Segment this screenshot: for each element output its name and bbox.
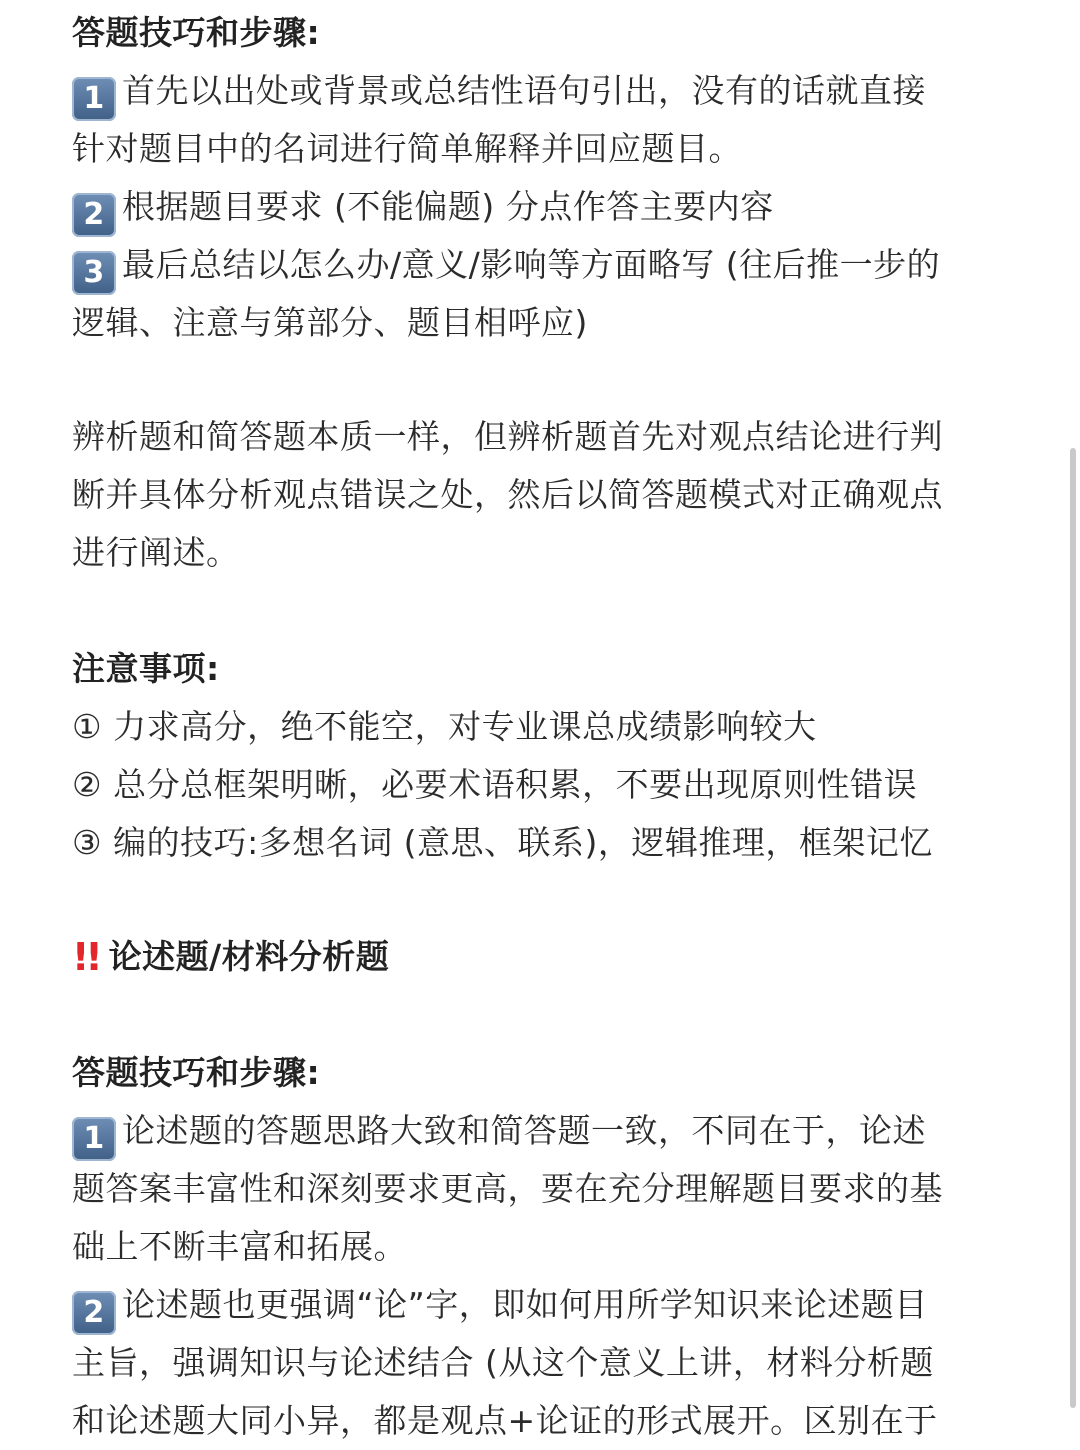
step-text: 题答案丰富性和深刻要求更高，要在充分理解题目要求的基 bbox=[72, 1169, 943, 1208]
keycap-two-icon: 2 bbox=[72, 1291, 116, 1335]
step-text: 根据题目要求 (不能偏题) 分点作答主要内容 bbox=[122, 187, 774, 226]
step-item bbox=[72, 178, 774, 236]
note-item: ③ 编的技巧:多想名词 (意思、联系)，逻辑推理，框架记忆 bbox=[72, 823, 933, 862]
section-title-text: 论述题/材料分析题 bbox=[108, 937, 390, 976]
notes-heading: 注意事项: bbox=[72, 649, 220, 688]
step-text: 针对题目中的名词进行简单解释并回应题目。 bbox=[72, 129, 742, 168]
step-item bbox=[72, 1102, 926, 1160]
keycap-three-icon: 3 bbox=[72, 251, 116, 295]
section-title bbox=[72, 928, 389, 986]
step-text: 最后总结以怎么办/意义/影响等方面略写 (往后推一步的 bbox=[122, 245, 941, 284]
vertical-scrollbar[interactable] bbox=[1070, 448, 1076, 1408]
step-text: 础上不断丰富和拓展。 bbox=[72, 1227, 407, 1266]
paragraph-line: 进行阐述。 bbox=[72, 533, 240, 572]
step-item bbox=[72, 1276, 928, 1334]
note-item: ① 力求高分，绝不能空，对专业课总成绩影响较大 bbox=[72, 707, 817, 746]
section-heading: 答题技巧和步骤: bbox=[72, 1053, 321, 1092]
step-text: 逻辑、注意与第部分、题目相呼应) bbox=[72, 303, 588, 342]
step-text: 首先以出处或背景或总结性语句引出，没有的话就直接 bbox=[122, 71, 926, 110]
step-text: 主旨，强调知识与论述结合 (从这个意义上讲，材料分析题 bbox=[72, 1343, 934, 1382]
paragraph-line: 断并具体分析观点错误之处，然后以简答题模式对正确观点 bbox=[72, 475, 943, 514]
step-item bbox=[72, 62, 926, 120]
keycap-one-icon: 1 bbox=[72, 77, 116, 121]
double-exclamation-icon: !! bbox=[72, 935, 99, 979]
paragraph-line: 辨析题和简答题本质一样，但辨析题首先对观点结论进行判 bbox=[72, 417, 943, 456]
section-heading: 答题技巧和步骤: bbox=[72, 13, 321, 52]
step-text: 论述题的答题思路大致和简答题一致，不同在于，论述 bbox=[122, 1111, 926, 1150]
keycap-two-icon: 2 bbox=[72, 193, 116, 237]
keycap-one-icon: 1 bbox=[72, 1117, 116, 1161]
step-text: 和论述题大同小异，都是观点+论证的形式展开。区别在于 bbox=[72, 1401, 938, 1440]
step-text: 论述题也更强调“论”字，即如何用所学知识来论述题目 bbox=[122, 1285, 928, 1324]
note-item: ② 总分总框架明晰，必要术语积累，不要出现原则性错误 bbox=[72, 765, 918, 804]
step-item bbox=[72, 236, 940, 294]
